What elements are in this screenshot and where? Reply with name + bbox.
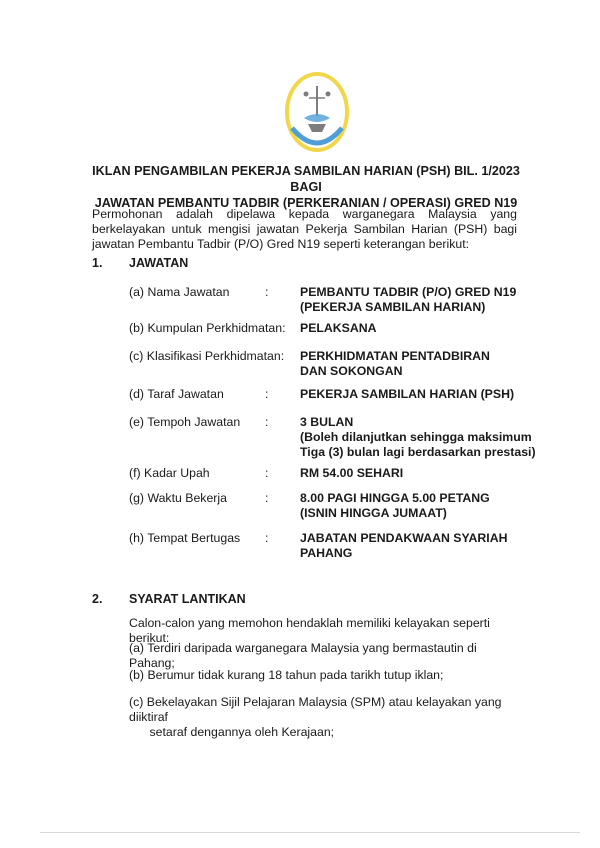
row-value [300,466,540,481]
section-1-number: 1. [92,256,103,270]
title-line-2: JAWATAN PEMBANTU TADBIR (PERKERANIAN / OPERASI) GRED N19 [94,196,518,210]
value-line: 8.00 PAGI HINGGA 5.00 PETANG [300,491,490,505]
value-line: DAN SOKONGAN [300,364,403,378]
row-label: (g) Waktu Bekerja [129,491,227,505]
value-line: PELAKSANA [300,321,377,335]
requirement-text [129,695,524,740]
section-2-heading: SYARAT LANTIKAN [129,592,246,606]
requirement-line: setaraf dengannya oleh Kerajaan; [129,725,335,739]
requirement-line: (a) Terdiri daripada warganegara Malaysia yang bermastautin di Pahang; [129,641,477,670]
row-colon: : [265,491,269,505]
requirement-line: (b) Berumur tidak kurang 18 tahun pada tarikh tutup iklan; [129,668,444,682]
value-line: PEMBANTU TADBIR (P/O) GRED N19 [300,285,517,299]
value-line: (Boleh dilanjutkan sehingga maksimum [300,430,532,444]
requirement-item [129,668,524,683]
row-colon: : [265,531,269,545]
row-colon: : [265,466,269,480]
value-line: PERKHIDMATAN PENTADBIRAN [300,349,490,363]
requirement-item [129,695,524,740]
row-label: (f) Kadar Upah [129,466,210,480]
value-line: Tiga (3) bulan lagi berdasarkan prestasi) [300,445,536,459]
intro-paragraph: Permohonan adalah dipelawa kepada warganegara Malaysia yang berkelayakan untuk mengisi jawatan Pekerja Sambilan Harian (PSH) bagi jawatan Pembantu Tadbir (P/O) Gred N19 seperti keterangan berikut: [92,207,517,251]
row-label: (e) Tempoh Jawatan [129,415,241,429]
requirement-text [129,641,524,671]
value-line: (ISNIN HINGGA JUMAAT) [300,506,447,520]
row-label: (b) Kumpulan Perkhidmatan: [129,321,286,335]
value-line: JABATAN PENDAKWAAN SYARIAH [300,531,508,545]
row-label: (a) Nama Jawatan [129,285,230,299]
row-label: (d) Taraf Jawatan [129,387,224,401]
value-line: (PEKERJA SAMBILAN HARIAN) [300,300,486,314]
value-line: 3 BULAN [300,415,354,429]
value-line: PEKERJA SAMBILAN HARIAN (PSH) [300,387,515,401]
row-colon: : [265,387,269,401]
section-1-heading: JAWATAN [129,256,189,270]
row-value [300,285,540,315]
advert-title [86,163,526,211]
row-value [300,415,540,460]
row-colon: : [265,285,269,299]
jabatan-crest-icon [282,70,352,154]
row-label: (c) Klasifikasi Perkhidmatan: [129,349,285,363]
title-line-1: IKLAN PENGAMBILAN PEKERJA SAMBILAN HARIAN (PSH) BIL. 1/2023 BAGI [92,164,520,194]
requirement-line: (c) Bekelayakan Sijil Pelajaran Malaysia (SPM) atau kelayakan yang diiktiraf [129,695,502,724]
row-colon: : [265,415,269,429]
page-footer-line [40,832,580,833]
row-value [300,491,540,521]
row-value [300,387,540,402]
row-value [300,321,540,336]
row-label: (h) Tempat Bertugas [129,531,241,545]
value-line: PAHANG [300,546,353,560]
row-value [300,531,540,561]
section-2-number: 2. [92,592,103,606]
row-value [300,349,540,379]
requirement-text [129,668,524,683]
requirements-intro: Calon-calon yang memohon hendaklah memiliki kelayakan seperti berikut: [129,616,490,645]
value-line: RM 54.00 SEHARI [300,466,404,480]
requirement-item [129,641,524,671]
